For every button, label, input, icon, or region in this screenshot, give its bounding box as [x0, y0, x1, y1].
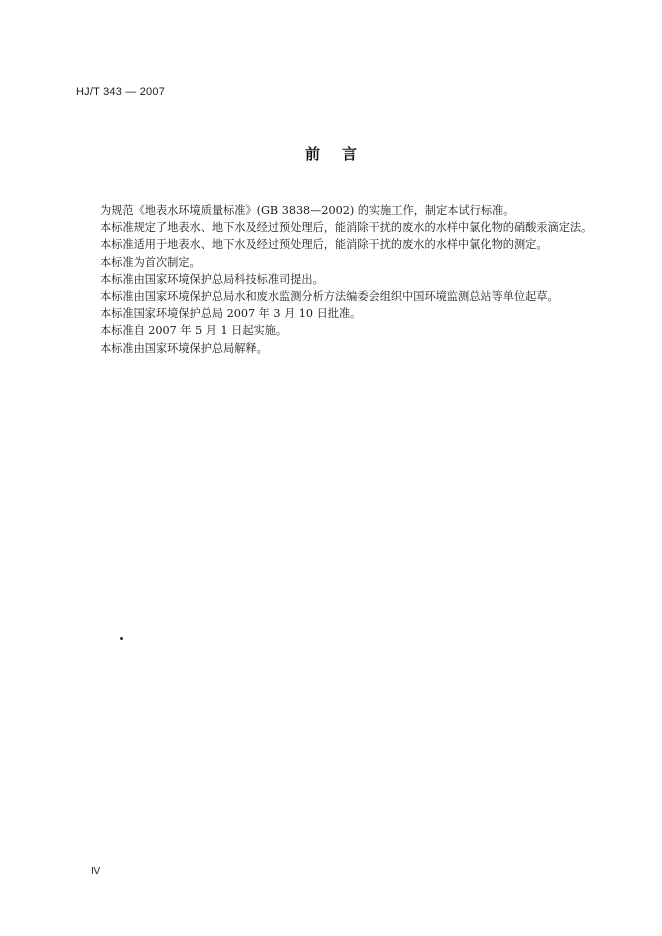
paragraph: 本标准为首次制定。 — [100, 255, 201, 269]
paragraph: 本标准自 2007 年 5 月 1 日起实施。 — [100, 324, 288, 338]
paragraph: 本标准由国家环境保护总局科技标准司提出。 — [100, 272, 324, 286]
preface-body — [76, 202, 596, 357]
standard-code: HJ/T 343 — 2007 — [76, 86, 166, 98]
paragraph: 本标准国家环境保护总局 2007 年 3 月 10 日批准。 — [100, 307, 362, 321]
page-number: Ⅳ — [91, 866, 101, 877]
paragraph: 为规范《地表水环境质量标准》(GB 3838—2002) 的实施工作，制定本试行标准。 — [100, 204, 515, 217]
stray-mark — [120, 637, 123, 640]
paragraph: 本标准由国家环境保护总局水和废水监测分析方法编委会组织中国环境监测总站等单位起草。 — [100, 290, 559, 304]
paragraph: 本标准由国家环境保护总局解释。 — [100, 341, 268, 355]
paragraph: 本标准适用于地表水、地下水及经过预处理后，能消除干扰的废水的水样中氯化物的测定。 — [100, 238, 548, 252]
page-title: 前言 — [304, 145, 379, 163]
paragraph: 本标准规定了地表水、地下水及经过预处理后，能消除干扰的废水的水样中氯化物的硝酸汞滴定法。 — [100, 221, 593, 235]
